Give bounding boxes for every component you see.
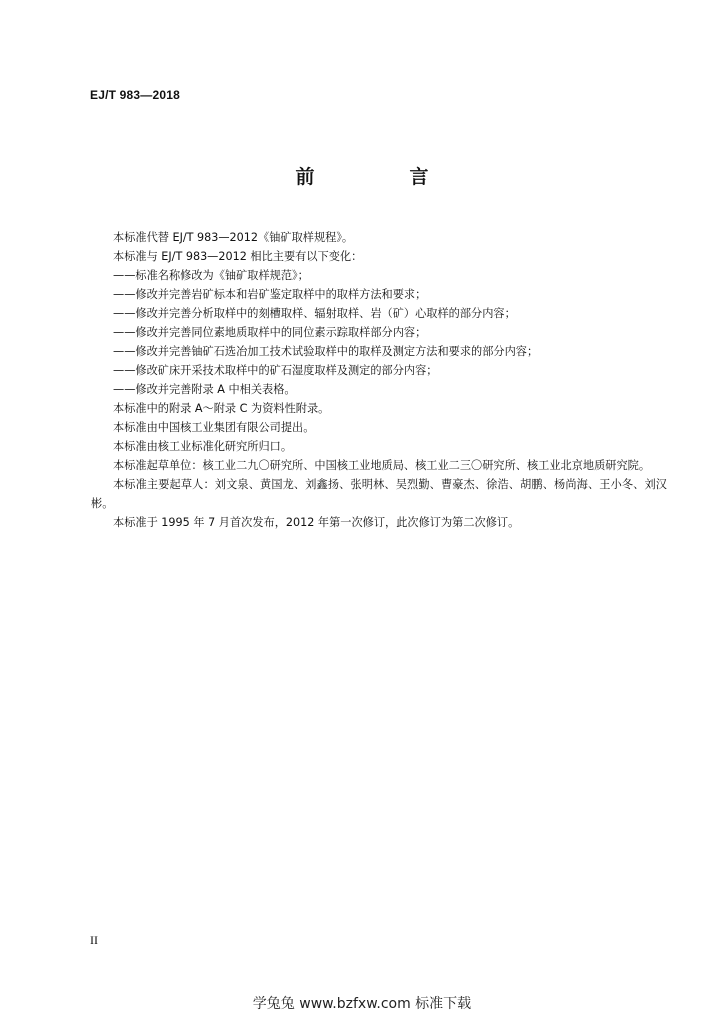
change-item: ——修改并完善附录 A 中相关表格。	[113, 383, 296, 396]
paragraph-proposer: 本标准由中国核工业集团有限公司提出。	[113, 421, 315, 434]
watermark-text: 学兔兔 www.bzfxw.com 标准下载	[252, 996, 472, 1012]
foreword-body	[91, 228, 667, 532]
paragraph-drafters: 本标准主要起草人：刘文泉、黄国龙、刘鑫扬、张明林、吴烈勤、曹豪杰、徐浩、胡鹏、杨尚海、王小冬、刘汉彬。	[91, 478, 667, 510]
change-item: ——修改并完善分析取样中的刻槽取样、辐射取样、岩（矿）心取样的部分内容；	[113, 307, 516, 320]
paragraph-drafting-units: 本标准起草单位：核工业二九〇研究所、中国核工业地质局、核工业二三〇研究所、核工业北京地质研究院。	[113, 459, 651, 472]
standard-code: EJ/T 983—2018	[90, 88, 180, 102]
change-item: ——修改并完善岩矿标本和岩矿鉴定取样中的取样方法和要求；	[113, 288, 427, 301]
page-number: II	[90, 933, 98, 947]
paragraph-appendix: 本标准中的附录 A～附录 C 为资料性附录。	[113, 402, 330, 415]
paragraph-changes-intro: 本标准与 EJ/T 983—2012 相比主要有以下变化：	[113, 250, 363, 263]
paragraph-history: 本标准于 1995 年 7 月首次发布，2012 年第一次修订，此次修订为第二次修订。	[113, 516, 520, 529]
change-item: ——修改并完善铀矿石选冶加工技术试验取样中的取样及测定方法和要求的部分内容；	[113, 345, 539, 358]
page-title: 前 言	[295, 166, 467, 188]
change-item: ——标准名称修改为《铀矿取样规范》；	[113, 269, 309, 282]
change-item: ——修改矿床开采技术取样中的矿石湿度取样及测定的部分内容；	[113, 364, 438, 377]
change-item: ——修改并完善同位素地质取样中的同位素示踪取样部分内容；	[113, 326, 427, 339]
paragraph-replaces: 本标准代替 EJ/T 983—2012《铀矿取样规程》。	[113, 231, 354, 244]
paragraph-centralized: 本标准由核工业标准化研究所归口。	[113, 440, 293, 453]
